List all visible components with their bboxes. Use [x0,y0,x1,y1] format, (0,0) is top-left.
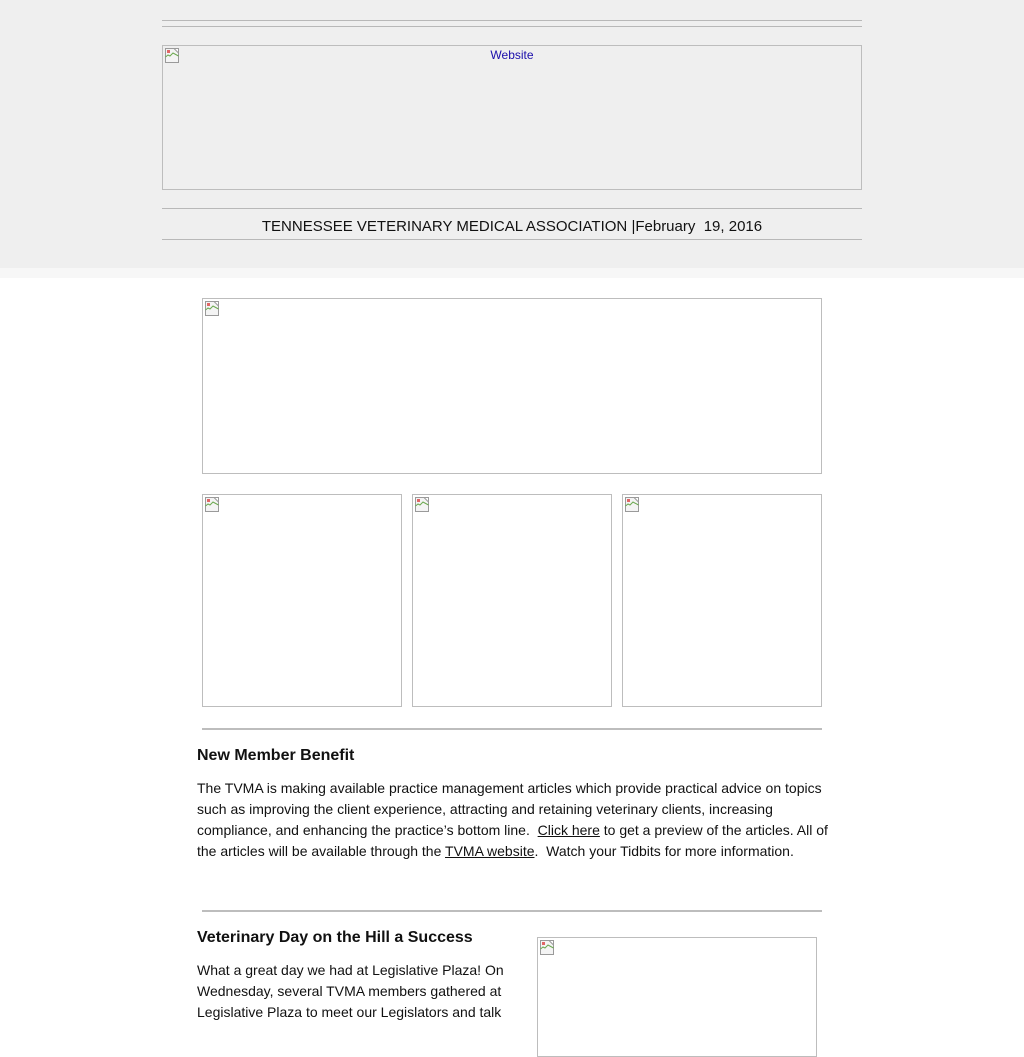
article-text: to get a preview of the articles. All of the articles will be available through the [197,822,828,859]
issue-date: February 19, 2016 [635,218,763,235]
broken-image-icon [415,497,429,512]
click-here-link[interactable]: Click here [537,822,600,838]
banner-alt-text[interactable]: Website [490,48,534,62]
dateline [162,218,862,235]
header-shadow [0,268,1024,278]
broken-image-icon [540,940,554,955]
article-body-new-member-benefit [197,778,829,862]
feature-image-3[interactable] [622,494,822,707]
article-title-veterinary-day: Veterinary Day on the Hill a Success [197,929,473,946]
broken-image-icon [205,301,219,316]
veterinary-day-image[interactable] [537,937,817,1057]
header-banner-image[interactable] [162,45,862,190]
article-text: . Watch your Tidbits for more information. [534,843,794,859]
top-rule-1 [162,20,862,21]
organization-name: TENNESSEE VETERINARY MEDICAL ASSOCIATION [261,218,628,235]
dateline-rule-top [162,208,862,209]
feature-image-1[interactable] [202,494,402,707]
feature-image-2[interactable] [412,494,612,707]
broken-image-icon [625,497,639,512]
hero-image[interactable] [202,298,822,474]
top-rule-2 [162,26,862,27]
tvma-website-link[interactable]: TVMA website [445,843,535,859]
article-text: The TVMA is making available practice management articles which provide practical advice on topics such as improving the client experience, attracting and retaining veterinary clients, increasing compliance, and enhancing the practice’s bottom line. [197,780,826,838]
article-title-new-member-benefit: New Member Benefit [197,747,355,764]
article-body-veterinary-day: What a great day we had at Legislative Plaza! On Wednesday, several TVMA members gathered at Legislative Plaza to meet our Legislators and talk [197,962,504,1020]
section-divider [202,728,822,730]
broken-image-icon [205,497,219,512]
section-divider [202,910,822,912]
dateline-separator: | [631,218,636,235]
dateline-rule-bottom [162,239,862,240]
